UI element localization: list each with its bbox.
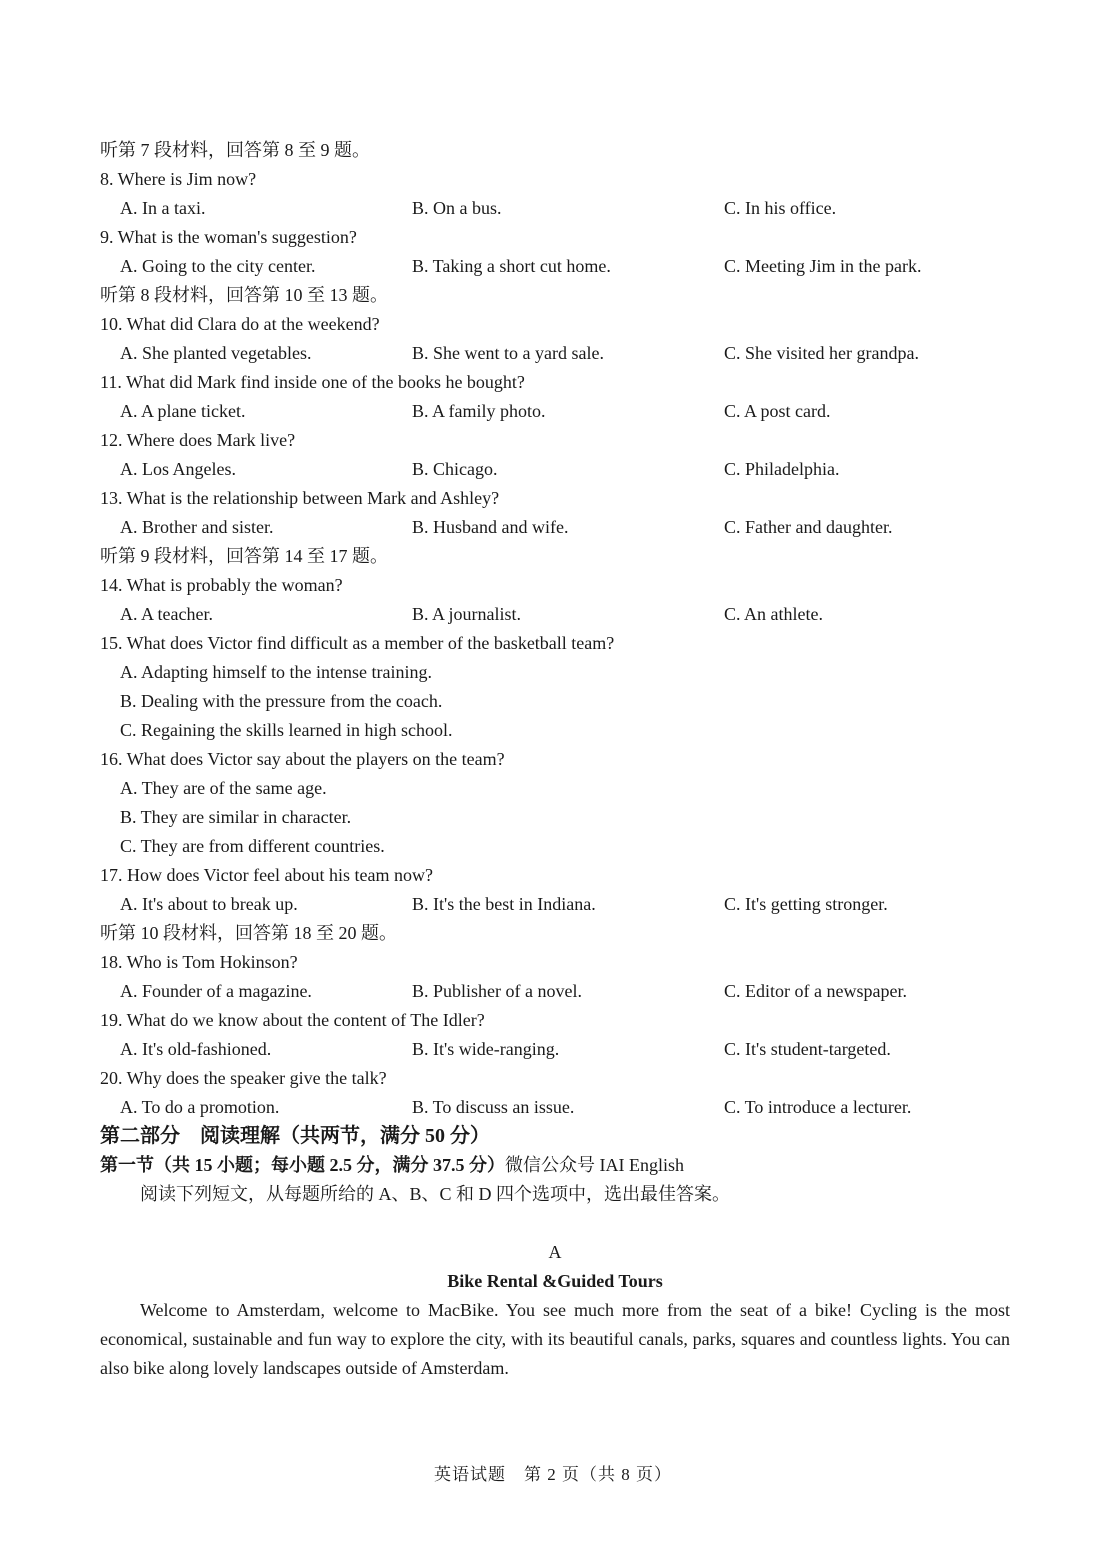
option-c: C. It's getting stronger.	[724, 894, 888, 914]
instruction: 阅读下列短文，从每题所给的 A、B、C 和 D 四个选项中，选出最佳答案。	[140, 1184, 731, 1204]
question-16: 16. What does Victor say about the players on the team?	[100, 749, 505, 769]
passage-paragraph: Welcome to Amsterdam, welcome to MacBike. You see much more from the seat of a bike! Cycling is the most economical, sustainable and fun way to explore the city, with its beautiful canals, parks, squares and countless lights. You can also bike along lovely landscapes outside of Amsterdam.	[100, 1300, 1010, 1378]
option-a: A. Going to the city center.	[120, 256, 316, 276]
option-b: B. Husband and wife.	[412, 517, 569, 537]
section-heading: 听第 7 段材料，回答第 8 至 9 题。	[100, 140, 370, 160]
question-10-options	[100, 339, 1010, 368]
section-info	[100, 1151, 1010, 1180]
question-13: 13. What is the relationship between Mark and Ashley?	[100, 488, 500, 508]
option-c: C. She visited her grandpa.	[724, 343, 919, 363]
question-19: 19. What do we know about the content of The Idler?	[100, 1010, 485, 1030]
option-b: B. Dealing with the pressure from the coach.	[120, 691, 443, 711]
option-a: A. They are of the same age.	[120, 778, 327, 798]
question-10: 10. What did Clara do at the weekend?	[100, 314, 380, 334]
question-18-options	[100, 977, 1010, 1006]
section-note: 微信公众号 IAI English	[505, 1155, 684, 1175]
passage-title: Bike Rental &Guided Tours	[447, 1271, 663, 1291]
option-a: A. Founder of a magazine.	[120, 981, 312, 1001]
option-b: B. Chicago.	[412, 459, 498, 479]
section-heading: 听第 10 段材料，回答第 18 至 20 题。	[100, 923, 397, 943]
option-a: A. In a taxi.	[120, 198, 206, 218]
question-9: 9. What is the woman's suggestion?	[100, 227, 357, 247]
question-12-options	[100, 455, 1010, 484]
option-b: B. A family photo.	[412, 401, 546, 421]
question-20-options	[100, 1093, 1010, 1122]
question-9-options	[100, 252, 1010, 281]
question-14-options	[100, 600, 1010, 629]
question-12: 12. Where does Mark live?	[100, 430, 296, 450]
question-19-options	[100, 1035, 1010, 1064]
option-a: A. She planted vegetables.	[120, 343, 312, 363]
option-a: A. Adapting himself to the intense training.	[120, 662, 432, 682]
question-15: 15. What does Victor find difficult as a member of the basketball team?	[100, 633, 615, 653]
page-footer: 英语试题 第 2 页（共 8 页）	[434, 1465, 672, 1484]
option-c: C. It's student-targeted.	[724, 1039, 891, 1059]
question-8-options	[100, 194, 1010, 223]
option-c: C. Father and daughter.	[724, 517, 893, 537]
option-b: B. It's wide-ranging.	[412, 1039, 560, 1059]
option-a: A. Los Angeles.	[120, 459, 236, 479]
option-b: B. They are similar in character.	[120, 807, 352, 827]
option-c: C. Meeting Jim in the park.	[724, 256, 922, 276]
option-c: C. In his office.	[724, 198, 837, 218]
option-a: A. A teacher.	[120, 604, 213, 624]
passage-letter: A	[548, 1242, 562, 1262]
question-17-options	[100, 890, 1010, 919]
option-b: B. On a bus.	[412, 198, 502, 218]
part-title: 第二部分 阅读理解（共两节，满分 50 分）	[100, 1125, 490, 1147]
question-20: 20. Why does the speaker give the talk?	[100, 1068, 387, 1088]
section-heading: 听第 8 段材料，回答第 10 至 13 题。	[100, 285, 388, 305]
section-title: 第一节（共 15 小题；每小题 2.5 分，满分 37.5 分）	[100, 1155, 505, 1175]
question-18: 18. Who is Tom Hokinson?	[100, 952, 298, 972]
question-17: 17. How does Victor feel about his team now?	[100, 865, 434, 885]
option-c: C. A post card.	[724, 401, 831, 421]
section-heading: 听第 9 段材料，回答第 14 至 17 题。	[100, 546, 388, 566]
question-11-options	[100, 397, 1010, 426]
question-11: 11. What did Mark find inside one of the books he bought?	[100, 372, 525, 392]
option-b: B. It's the best in Indiana.	[412, 894, 596, 914]
option-c: C. To introduce a lecturer.	[724, 1097, 912, 1117]
option-c: C. An athlete.	[724, 604, 823, 624]
option-a: A. It's about to break up.	[120, 894, 298, 914]
option-a: A. It's old-fashioned.	[120, 1039, 272, 1059]
option-b: B. Publisher of a novel.	[412, 981, 582, 1001]
option-a: A. Brother and sister.	[120, 517, 274, 537]
page-content	[100, 136, 1010, 1383]
option-c: C. They are from different countries.	[120, 836, 385, 856]
question-8: 8. Where is Jim now?	[100, 169, 257, 189]
option-a: A. A plane ticket.	[120, 401, 246, 421]
option-c: C. Philadelphia.	[724, 459, 840, 479]
option-c: C. Editor of a newspaper.	[724, 981, 907, 1001]
option-b: B. To discuss an issue.	[412, 1097, 575, 1117]
question-14: 14. What is probably the woman?	[100, 575, 343, 595]
option-a: A. To do a promotion.	[120, 1097, 280, 1117]
question-13-options	[100, 513, 1010, 542]
option-b: B. A journalist.	[412, 604, 522, 624]
option-b: B. Taking a short cut home.	[412, 256, 611, 276]
option-c: C. Regaining the skills learned in high school.	[120, 720, 453, 740]
option-b: B. She went to a yard sale.	[412, 343, 604, 363]
